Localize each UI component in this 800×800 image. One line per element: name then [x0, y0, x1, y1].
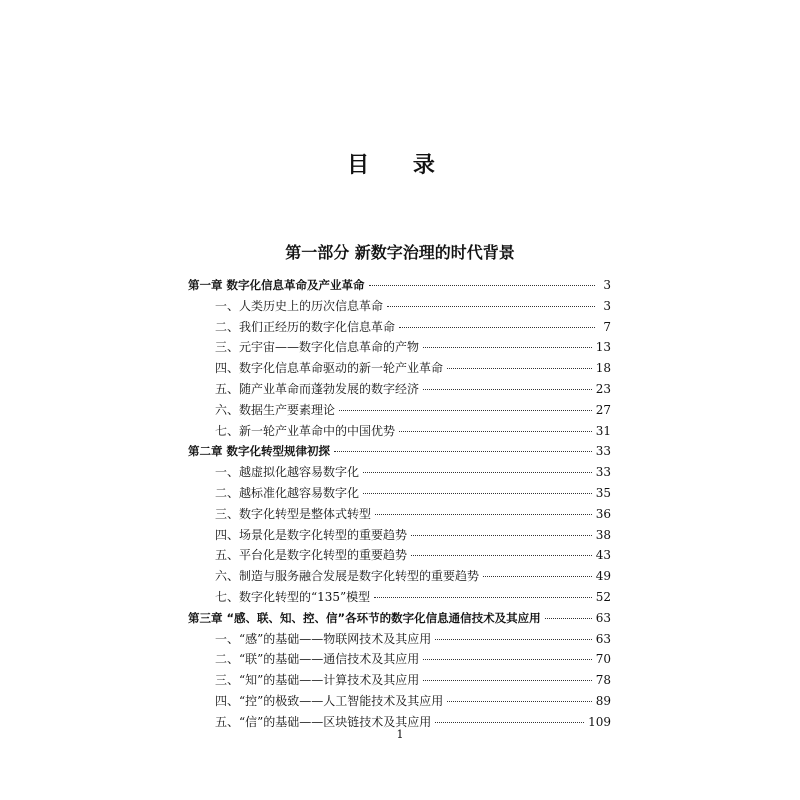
dot-leader [423, 659, 591, 660]
toc-entry-page: 70 [595, 652, 611, 667]
dot-leader [423, 680, 591, 681]
toc-section-entry [188, 358, 611, 379]
toc-entry-page: 23 [595, 381, 611, 396]
toc-entry-text: 六、数据生产要素理论 [215, 402, 336, 417]
toc-section-entry [188, 337, 611, 358]
toc-title: 目 录 [347, 152, 453, 178]
toc-section-entry [188, 691, 611, 712]
toc-section-entry [188, 525, 611, 546]
toc-entry-text: 五、“信”的基础——区块链技术及其应用 [215, 714, 432, 729]
dot-leader [334, 451, 592, 452]
toc-section-entry [188, 462, 611, 483]
dot-leader [423, 389, 592, 390]
dot-leader [411, 535, 592, 536]
toc-section-entry [188, 483, 611, 504]
toc-entry-text: 七、数字化转型的“135”模型 [215, 589, 371, 604]
toc-entry-text: 四、数字化信息革命驱动的新一轮产业革命 [215, 361, 444, 376]
toc-entry-page: 49 [595, 569, 611, 584]
toc-entry-text: 一、人类历史上的历次信息革命 [215, 298, 384, 313]
toc-section-entry [188, 400, 611, 421]
toc-chapter-entry [188, 608, 611, 629]
toc-entry-text: 三、元宇宙——数字化信息革命的产物 [215, 340, 420, 355]
dot-leader [363, 493, 592, 494]
toc-entry-text: 三、“知”的基础——计算技术及其应用 [215, 673, 420, 688]
dot-leader [387, 306, 595, 307]
toc-entry-page: 35 [595, 485, 611, 500]
dot-leader [447, 701, 591, 702]
toc-entry-text: 五、平台化是数字化转型的重要趋势 [215, 548, 408, 563]
dot-leader [483, 576, 592, 577]
toc-entry-text: 四、场景化是数字化转型的重要趋势 [215, 527, 408, 542]
toc-entry-page: 52 [595, 589, 611, 604]
toc-entry-page: 63 [595, 610, 611, 625]
toc-entry-page: 43 [595, 548, 611, 563]
dot-leader [435, 639, 591, 640]
toc-entry-text: 第三章 “感、联、知、控、信”各环节的数字化信息通信技术及其应用 [188, 610, 541, 625]
toc-entry-text: 七、新一轮产业革命中的中国优势 [215, 423, 396, 438]
toc-entry-page: 36 [595, 506, 611, 521]
dot-leader [375, 514, 592, 515]
toc-entry-text: 一、越虚拟化越容易数字化 [215, 465, 360, 480]
dot-leader [369, 285, 595, 286]
toc-chapter-entry [188, 275, 611, 296]
dot-leader [423, 347, 592, 348]
dot-leader [363, 472, 592, 473]
toc-section-entry [188, 545, 611, 566]
toc-entry-text: 二、我们正经历的数字化信息革命 [215, 319, 396, 334]
toc-section-entry [188, 379, 611, 400]
toc-entry-page: 109 [588, 714, 611, 729]
toc-entry-text: 一、“感”的基础——物联网技术及其应用 [215, 631, 432, 646]
toc-section-entry [188, 629, 611, 650]
toc-entry-page: 7 [603, 319, 611, 334]
toc-entry-text: 五、随产业革命而蓬勃发展的数字经济 [215, 381, 420, 396]
toc-section-entry [188, 317, 611, 338]
toc-entry-page: 31 [595, 423, 611, 438]
toc-entry-text: 第二章 数字化转型规律初探 [188, 444, 331, 459]
dot-leader [339, 410, 592, 411]
dot-leader [435, 722, 584, 723]
toc-section-entry [188, 566, 611, 587]
toc-entry-text: 四、“控”的极致——人工智能技术及其应用 [215, 693, 444, 708]
toc-section-entry [188, 296, 611, 317]
toc-entry-page: 89 [595, 693, 611, 708]
toc-entry-page: 3 [603, 298, 611, 313]
dot-leader [399, 327, 595, 328]
toc-entry-page: 3 [603, 278, 611, 292]
toc-section-entry [188, 504, 611, 525]
toc-entry-text: 二、越标准化越容易数字化 [215, 485, 360, 500]
toc-entry-page: 27 [595, 402, 611, 417]
toc-chapter-entry [188, 441, 611, 462]
toc-entry-page: 33 [595, 465, 611, 480]
toc-entry-page: 13 [595, 340, 611, 355]
dot-leader [399, 431, 592, 432]
toc-entry-page: 63 [595, 631, 611, 646]
toc-entry-text: 三、数字化转型是整体式转型 [215, 506, 372, 521]
toc-section-entry [188, 587, 611, 608]
toc-entry-page: 78 [595, 673, 611, 688]
toc-section-entry [188, 421, 611, 442]
toc-entry-page: 33 [595, 444, 611, 459]
toc-section-entry [188, 670, 611, 691]
toc-entry-text: 第一章 数字化信息革命及产业革命 [188, 278, 365, 292]
table-of-contents [188, 275, 611, 733]
toc-entry-text: 六、制造与服务融合发展是数字化转型的重要趋势 [215, 569, 480, 584]
toc-entry-text: 二、“联”的基础——通信技术及其应用 [215, 652, 420, 667]
toc-section-entry [188, 649, 611, 670]
toc-entry-page: 38 [595, 527, 611, 542]
toc-entry-page: 18 [595, 361, 611, 376]
dot-leader [374, 597, 592, 598]
dot-leader [411, 555, 592, 556]
dot-leader [447, 368, 592, 369]
part-title: 第一部分 新数字治理的时代背景 [285, 243, 515, 262]
page-number: 1 [396, 728, 404, 741]
dot-leader [545, 618, 592, 619]
